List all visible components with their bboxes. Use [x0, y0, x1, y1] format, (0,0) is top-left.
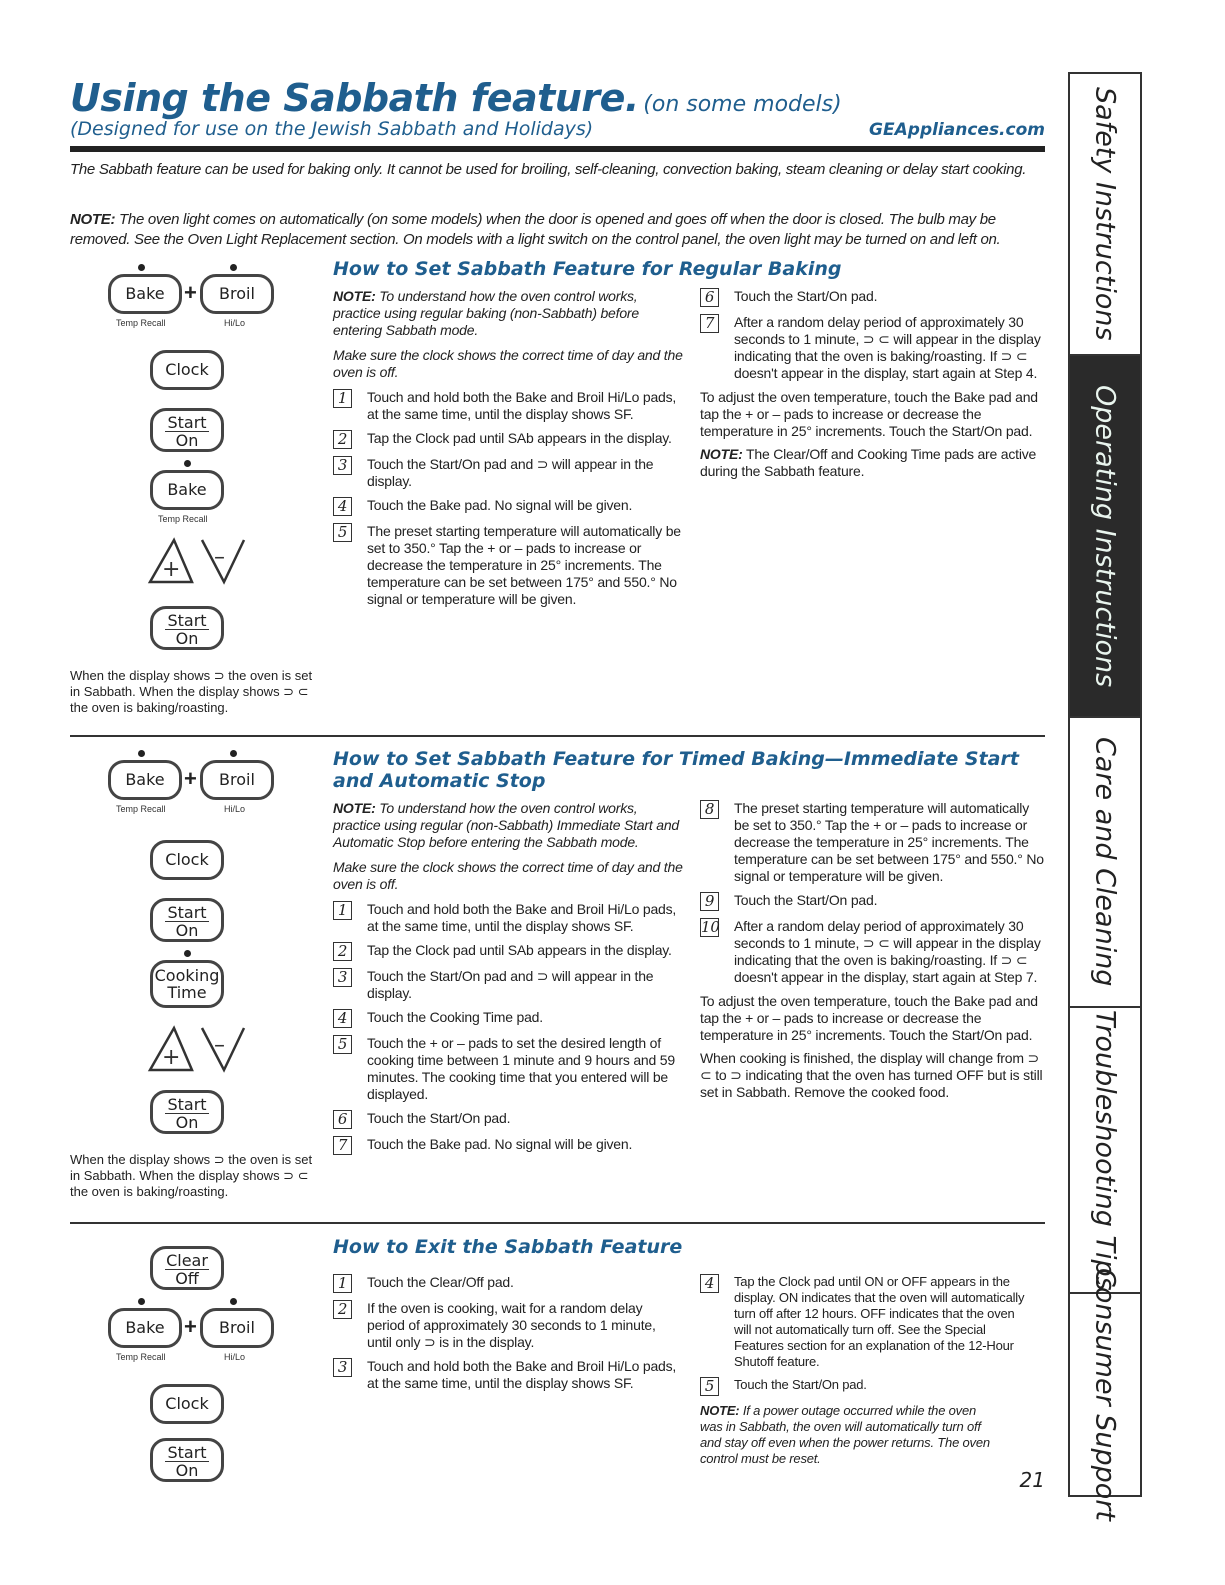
start-on-pad[interactable]: Start On	[150, 1090, 224, 1134]
section-heading-exit: How to Exit the Sabbath Feature	[333, 1236, 683, 1258]
step-item: 4 Touch the Bake pad. No signal will be given.	[333, 497, 683, 516]
clear-off-pad[interactable]: Clear Off	[150, 1246, 224, 1290]
section-heading-regular: How to Set Sabbath Feature for Regular Baking	[333, 258, 842, 280]
step-item: 4 Tap the Clock pad until ON or OFF appears in the display. ON indicates that the oven will automatically turn off after 12 hours. OFF indicates that the oven will not automatically turn off. See the Special Features section for an explanation of the 12-Hour Shutoff feature.	[700, 1274, 1030, 1370]
indicator-dot	[184, 460, 191, 467]
indicator-dot	[138, 1298, 145, 1305]
title-main: Using the Sabbath feature.	[70, 76, 639, 120]
clock-pad[interactable]: Clock	[150, 840, 224, 880]
step-item: 3 Touch the Start/On pad and ⊃ will appear in the display.	[333, 968, 683, 1002]
step-item: 10 After a random delay period of approximately 30 seconds to 1 minute, ⊃ ⊂ will appear in the display indicating that the oven is baking/roasting. If ⊃ ⊂ doesn't appear in the display, start again at Step 7.	[701, 918, 1041, 985]
step-item: 6 Touch the Start/On pad.	[333, 1110, 683, 1129]
start-on-pad[interactable]: Start On	[150, 408, 224, 452]
svg-text:–: –	[214, 545, 225, 570]
plus-sign: +	[184, 1314, 197, 1339]
bake-pad[interactable]: Bake	[108, 1308, 182, 1348]
bake-pad[interactable]: Bake	[150, 470, 224, 510]
display-note: When the display shows ⊃ the oven is set in Sabbath. When the display shows ⊃ ⊂ the oven is baking/roasting.	[70, 668, 313, 715]
svg-text:–: –	[214, 1033, 225, 1058]
indicator-dot	[230, 750, 237, 757]
step-item: 1 Touch the Clear/Off pad.	[333, 1274, 683, 1293]
step-item: 1 Touch and hold both the Bake and Broil Hi/Lo pads, at the same time, until the display shows SF.	[333, 389, 683, 423]
step-item: 5 Touch the + or – pads to set the desired length of cooking time between 1 minute and 9 hours and 59 minutes. The cooking time that you entered will be displayed.	[333, 1035, 683, 1103]
title-note: (on some models)	[643, 92, 842, 117]
intro-text: The Sabbath feature can be used for baking only. It cannot be used for broiling, self-cleaning, convection baking, steam cleaning or delay start cooking.	[70, 161, 1027, 178]
bake-pad[interactable]: Bake	[108, 760, 182, 800]
step-item: 2 Tap the Clock pad until SAb appears in the display.	[333, 430, 683, 449]
start-on-pad[interactable]: Start On	[150, 1438, 224, 1482]
step-item: 8 The preset starting temperature will automatically be set to 350.° Tap the + or – pads to increase or decrease the temperature in 25° increments. The temperature can be set between 175° and 550.° No signal or temperature will be given.	[700, 800, 1045, 885]
step-item: 9 Touch the Start/On pad.	[700, 892, 1045, 911]
plus-sign: +	[184, 766, 197, 791]
clock-pad[interactable]: Clock	[150, 1384, 224, 1424]
page-number: 21	[1019, 1468, 1045, 1492]
broil-pad[interactable]: Broil	[200, 1308, 274, 1348]
control-panel-1	[70, 262, 310, 722]
section-tabs	[1068, 72, 1142, 1521]
sec2-col-left: NOTE: To understand how the oven control works, practice using regular (non-Sabbath) Immediate Start and Automatic Stop before entering the Sabbath mode. Make sure the clock shows the correct time of day and the oven is off. 1 Touch and hold both the Bake and Broil Hi/Lo pads, at the same time, until the display shows SF. 2 Tap the Clock pad until SAb appears in the display. 3 Touch the Start/On pad and ⊃ will appear in the display. 4 Touch the Cooking Time pad. 5 Touch the + or – pads to set the desired length of cooking time between 1 minute and 9 hours and 59 minutes. The cooking time that you entered will be displayed. 6 Touch the Start/On pad. 7 Touch the Bake pad. No signal will be given.	[333, 800, 683, 1154]
svg-text:+: +	[162, 1045, 181, 1070]
plus-minus-arrows-icon[interactable]	[140, 1020, 250, 1080]
start-on-pad[interactable]: Start On	[150, 606, 224, 650]
sec2-make-sure: Make sure the clock shows the correct time of day and the oven is off.	[333, 859, 683, 892]
tab-troubleshooting-tips[interactable]: Troubleshooting Tips	[1070, 1008, 1140, 1294]
intro-note-text: The oven light comes on automatically (on some models) when the door is opened and goes off when the door is closed. The bulb may be removed. See the Oven Light Replacement section. On models with a light switch on the control panel, the oven light may be turned on and left on.	[70, 211, 1001, 248]
hi-lo-label: Hi/Lo	[224, 804, 246, 814]
sec1-col-right: 6 Touch the Start/On pad. 7 After a random delay period of approximately 30 seconds to 1 minute, ⊃ ⊂ will appear in the display indicating that the oven is baking/roasting. If ⊃ ⊂ doesn't appear in the display, start again at Step 4. To adjust the oven temperature, touch the Bake pad and tap the + or – pads to increase or decrease the temperature in 25° increments. Touch the Start/On pad. NOTE: The Clear/Off and Cooking Time pads are active during the Sabbath feature.	[700, 288, 1045, 486]
display-note: When the display shows ⊃ the oven is set in Sabbath. When the display shows ⊃ ⊂ the oven is baking/roasting.	[70, 1152, 313, 1199]
sec2-finished: When cooking is finished, the display will change from ⊃ ⊂ to ⊃ indicating that the oven has turned OFF but is still set in Sabbath. Remove the cooked food.	[700, 1050, 1043, 1100]
sec3-col-left	[333, 1274, 683, 1399]
bake-pad[interactable]: Bake	[108, 274, 182, 314]
svg-text:+: +	[162, 557, 181, 582]
control-panel-2	[70, 748, 310, 1158]
sec1-make-sure: Make sure the clock shows the correct time of day and the oven is off.	[333, 347, 683, 380]
page-subtitle: (Designed for use on the Jewish Sabbath and Holidays)	[70, 118, 594, 140]
step-item: 4 Touch the Cooking Time pad.	[333, 1009, 683, 1028]
temp-recall-label: Temp Recall	[116, 1352, 166, 1362]
broil-pad[interactable]: Broil	[200, 274, 274, 314]
sec1-adjust: To adjust the oven temperature, touch the Bake pad and tap the + or – pads to increase or decrease the temperature in 25° increments. Touch the Start/On pad.	[700, 389, 1038, 439]
step-item: 5 The preset starting temperature will automatically be set to 350.° Tap the + or – pads to increase or decrease the temperature in 25° increments. The temperature can be set between 175° and 550.° No signal or temperature will be given.	[333, 523, 683, 608]
tab-consumer-support[interactable]: Consumer Support	[1089, 1268, 1121, 1521]
indicator-dot	[230, 264, 237, 271]
section-divider	[70, 735, 1045, 737]
section-heading-timed: How to Set Sabbath Feature for Timed Baking—Immediate Start and Automatic Stop	[333, 748, 1019, 792]
sec2-note: To understand how the oven control works, practice using regular (non-Sabbath) Immediate Start and Automatic Stop before entering the Sabbath mode.	[333, 800, 679, 850]
control-panel-3	[70, 1240, 310, 1490]
indicator-dot	[184, 950, 191, 957]
hi-lo-label: Hi/Lo	[224, 1352, 246, 1362]
broil-pad[interactable]: Broil	[200, 760, 274, 800]
temp-recall-label: Temp Recall	[158, 514, 208, 524]
step-item: 2 If the oven is cooking, wait for a random delay period of approximately 30 seconds to 1 minute, until only ⊃ is in the display.	[333, 1300, 683, 1351]
step-item: 6 Touch the Start/On pad.	[700, 288, 1045, 307]
plus-sign: +	[184, 280, 197, 305]
indicator-dot	[138, 750, 145, 757]
sec1-note2: The Clear/Off and Cooking Time pads are active during the Sabbath feature.	[700, 446, 1037, 479]
sec2-adjust: To adjust the oven temperature, touch the Bake pad and tap the + or – pads to increase or decrease the temperature in 25° increments. Touch the Start/On pad.	[700, 993, 1038, 1043]
section-divider	[70, 1222, 1045, 1224]
hi-lo-label: Hi/Lo	[224, 318, 246, 328]
site-link[interactable]: GEAppliances.com	[869, 120, 1045, 140]
cooking-time-pad[interactable]: Cooking Time	[150, 960, 224, 1008]
tab-safety-instructions[interactable]: Safety Instructions	[1070, 74, 1140, 356]
plus-minus-arrows-icon[interactable]	[140, 532, 250, 592]
tab-care-and-cleaning[interactable]: Care and Cleaning	[1070, 718, 1140, 1008]
note-label: NOTE:	[70, 211, 116, 228]
step-item: 3 Touch the Start/On pad and ⊃ will appear in the display.	[333, 456, 683, 490]
header-divider	[70, 146, 1045, 152]
temp-recall-label: Temp Recall	[116, 318, 166, 328]
tab-operating-instructions[interactable]: Operating Instructions	[1070, 356, 1140, 718]
sec2-col-right	[700, 800, 1045, 1107]
step-item: 5 Touch the Start/On pad.	[700, 1377, 1030, 1396]
step-item: 1 Touch and hold both the Bake and Broil Hi/Lo pads, at the same time, until the display shows SF.	[333, 901, 683, 935]
start-on-pad[interactable]: Start On	[150, 898, 224, 942]
sec1-note: To understand how the oven control works, practice using regular baking (non-Sabbath) before entering Sabbath mode.	[333, 288, 639, 338]
sec1-col-left: NOTE: To understand how the oven control works, practice using regular baking (non-Sabbath) before entering Sabbath mode. Make sure the clock shows the correct time of day and the oven is off. 1 Touch and hold both the Bake and Broil Hi/Lo pads, at the same time, until the display shows SF. 2 Tap the Clock pad until SAb appears in the display. 3 Touch the Start/On pad and ⊃ will appear in the display. 4 Touch the Bake pad. No signal will be given. 5 The preset starting temperature will automatically be set to 350.° Tap the + or – pads to increase or decrease the temperature in 25° increments. The temperature can be set between 175° and 550.° No signal or temperature will be given.	[333, 288, 683, 607]
intro-note	[70, 210, 1050, 250]
sec3-col-right: 4 Tap the Clock pad until ON or OFF appears in the display. ON indicates that the oven will automatically turn off after 12 hours. OFF indicates that the oven will not automatically turn off. See the Special Features section for an explanation of the 12-Hour Shutoff feature. 5 Touch the Start/On pad. NOTE: If a power outage occurred while the oven was in Sabbath, the oven will automatically turn off and stay off even when the power returns. The oven control must be reset.	[700, 1274, 1030, 1475]
step-item: 2 Tap the Clock pad until SAb appears in the display.	[333, 942, 683, 961]
clock-pad[interactable]: Clock	[150, 350, 224, 390]
step-item: 7 After a random delay period of approximately 30 seconds to 1 minute, ⊃ ⊂ will appear in the display indicating that the oven is baking/roasting. If ⊃ ⊂ doesn't appear in the display, start again at Step 4.	[700, 314, 1045, 382]
step-item: 7 Touch the Bake pad. No signal will be given.	[333, 1136, 683, 1155]
indicator-dot	[230, 1298, 237, 1305]
step-item: 3 Touch and hold both the Bake and Broil Hi/Lo pads, at the same time, until the display shows SF.	[333, 1358, 683, 1392]
page-title	[70, 76, 842, 120]
indicator-dot	[138, 264, 145, 271]
temp-recall-label: Temp Recall	[116, 804, 166, 814]
sec3-note: If a power outage occurred while the oven was in Sabbath, the oven will automatically turn off and stay off even when the power returns. The oven control must be reset.	[700, 1403, 990, 1466]
